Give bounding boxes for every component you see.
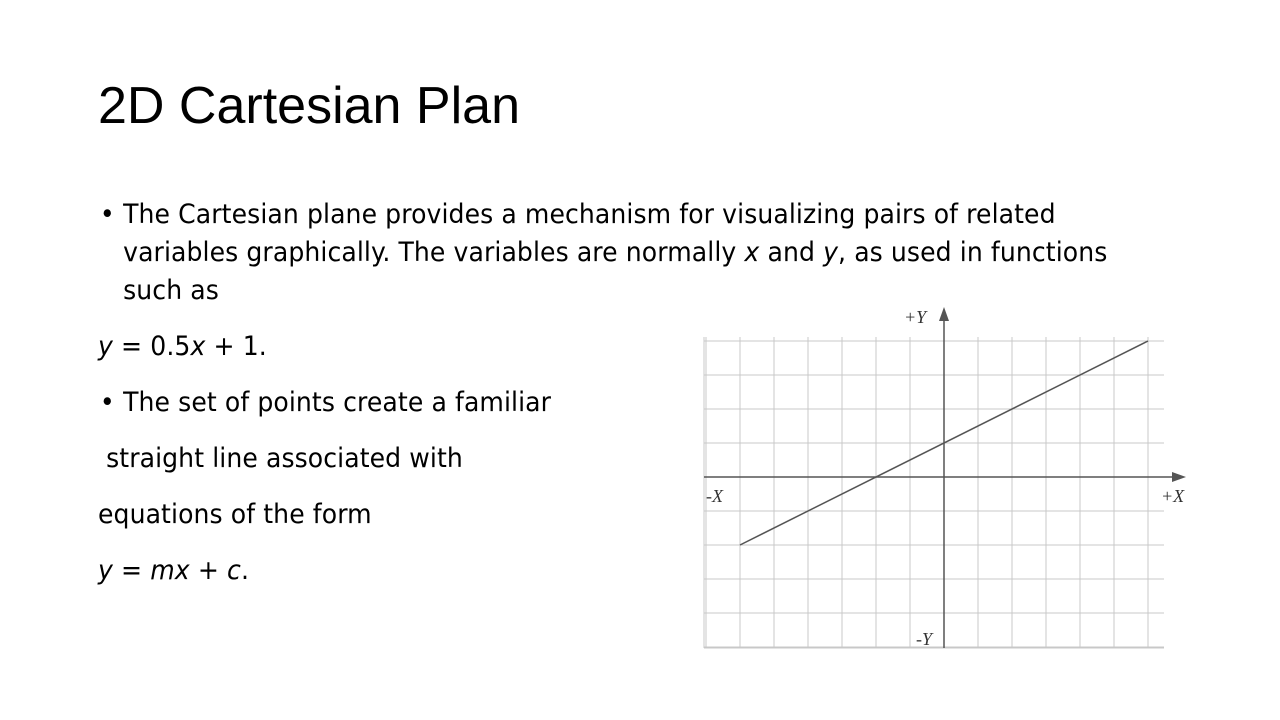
para2-line1: The set of points create a familiar (123, 387, 552, 418)
eq2-part2: + (189, 555, 228, 586)
para1-prefix: The Cartesian plane provides a mechanism for visualizing pairs of related variables graphically. The variables are normally (123, 199, 1056, 268)
pos-x-label: +X (1161, 486, 1185, 506)
eq2-part1: = (112, 555, 151, 586)
para2-line3: equations of the form (98, 499, 372, 530)
x-axis-arrow (1172, 472, 1186, 482)
bullet-marker: • (99, 387, 115, 418)
eq1-part1: = 0.5 (112, 331, 191, 362)
para1-suffix: , as used in functions such as (123, 237, 1108, 306)
para1-var-x: x (744, 237, 760, 268)
pos-y-label: +Y (904, 307, 927, 327)
eq2-c: c (227, 555, 241, 586)
grid (704, 337, 1164, 648)
neg-y-label: -Y (916, 629, 933, 649)
eq1-y: y (98, 331, 113, 362)
cartesian-graph-svg (700, 303, 1196, 656)
para2-line2: straight line associated with (98, 443, 463, 474)
eq2-y: y (98, 555, 113, 586)
para1-mid: and (759, 237, 824, 268)
bullet-marker: • (99, 199, 115, 230)
bullet-paragraph-1 (98, 196, 1112, 310)
eq2-part3: . (240, 555, 250, 586)
y-axis-arrow (939, 307, 949, 321)
eq1-x: x (190, 331, 206, 362)
eq2-mx: mx (150, 555, 190, 586)
neg-x-label: -X (706, 486, 723, 506)
cartesian-graph (700, 303, 1196, 656)
slide-title: 2D Cartesian Plan (98, 77, 520, 135)
para1-var-y: y (823, 237, 839, 268)
eq1-part2: + 1. (205, 331, 267, 362)
